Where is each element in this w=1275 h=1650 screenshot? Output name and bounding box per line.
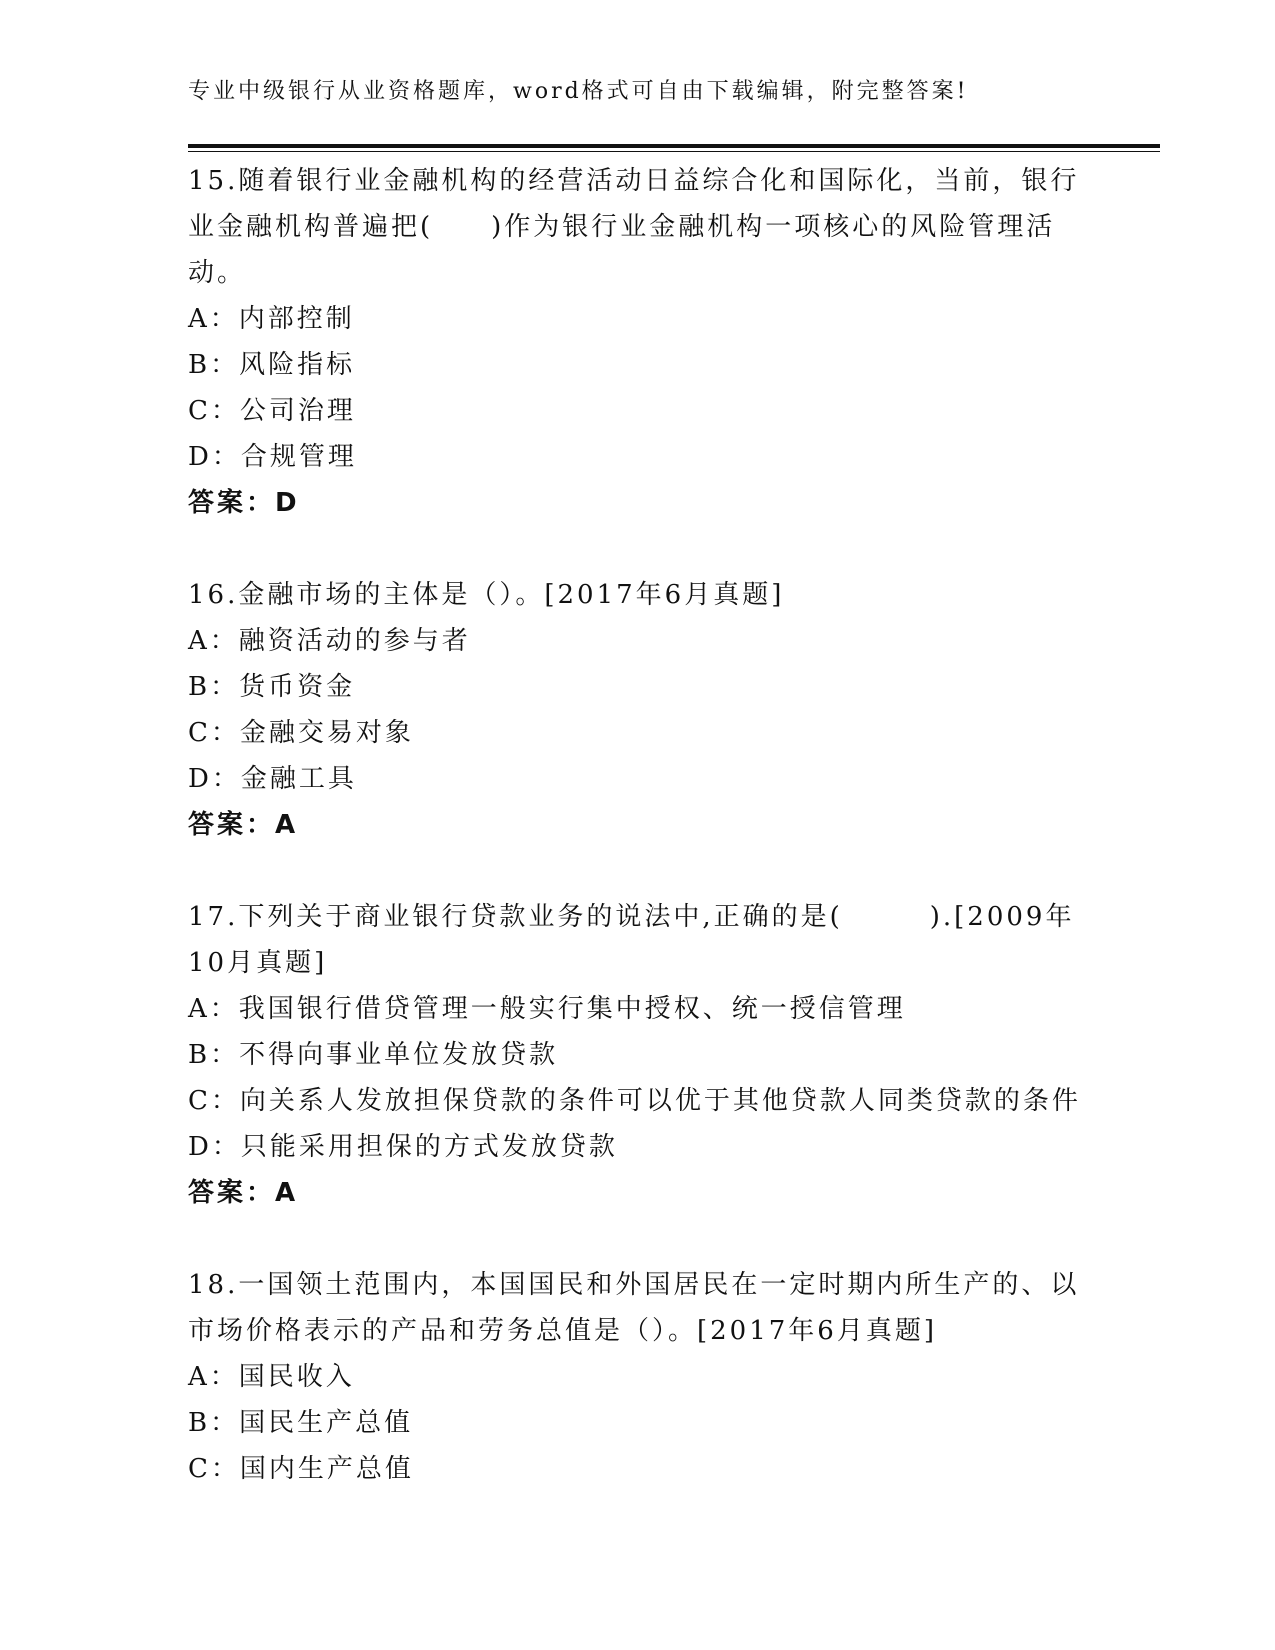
question-stem: 15.随着银行业金融机构的经营活动日益综合化和国际化，当前，银行业金融机构普遍把( )作为银行业金融机构一项核心的风险管理活动。	[188, 166, 1080, 288]
option-a: A：我国银行借贷管理一般实行集中授权、统一授信管理	[188, 994, 906, 1024]
option-c: C：向关系人发放担保贷款的条件可以优于其他贷款人同类贷款的条件	[188, 1086, 1081, 1116]
question-17	[188, 894, 1088, 1216]
option-c: C：国内生产总值	[188, 1454, 414, 1484]
option-c: C：公司治理	[188, 396, 356, 426]
page-header: 专业中级银行从业资格题库，word格式可自由下载编辑，附完整答案!	[188, 79, 969, 104]
question-16	[188, 572, 1088, 848]
option-d: D：金融工具	[188, 764, 357, 794]
answer-line: 答案：A	[188, 1178, 299, 1208]
answer-line: 答案：A	[188, 810, 299, 840]
option-d: D：只能采用担保的方式发放贷款	[188, 1132, 618, 1162]
option-b: B：风险指标	[188, 350, 356, 380]
option-a: A：国民收入	[188, 1362, 355, 1392]
option-b: B：不得向事业单位发放贷款	[188, 1040, 559, 1070]
question-stem: 16.金融市场的主体是（）。[2017年6月真题]	[188, 580, 785, 610]
option-b: B：货币资金	[188, 672, 356, 702]
question-18	[188, 1262, 1088, 1492]
header-divider-thick	[188, 144, 1160, 148]
option-a: A：内部控制	[188, 304, 355, 334]
option-b: B：国民生产总值	[188, 1408, 414, 1438]
question-15	[188, 158, 1088, 526]
header-divider-thin	[188, 151, 1160, 152]
question-stem: 18.一国领土范围内，本国国民和外国居民在一定时期内所生产的、以市场价格表示的产品和劳务总值是（）。[2017年6月真题]	[188, 1270, 1080, 1346]
option-a: A：融资活动的参与者	[188, 626, 471, 656]
answer-line: 答案：D	[188, 488, 300, 518]
question-list	[188, 158, 1088, 1538]
option-d: D：合规管理	[188, 442, 357, 472]
question-stem: 17.下列关于商业银行贷款业务的说法中,正确的是( ).[2009年10月真题]	[188, 902, 1075, 978]
option-c: C：金融交易对象	[188, 718, 414, 748]
